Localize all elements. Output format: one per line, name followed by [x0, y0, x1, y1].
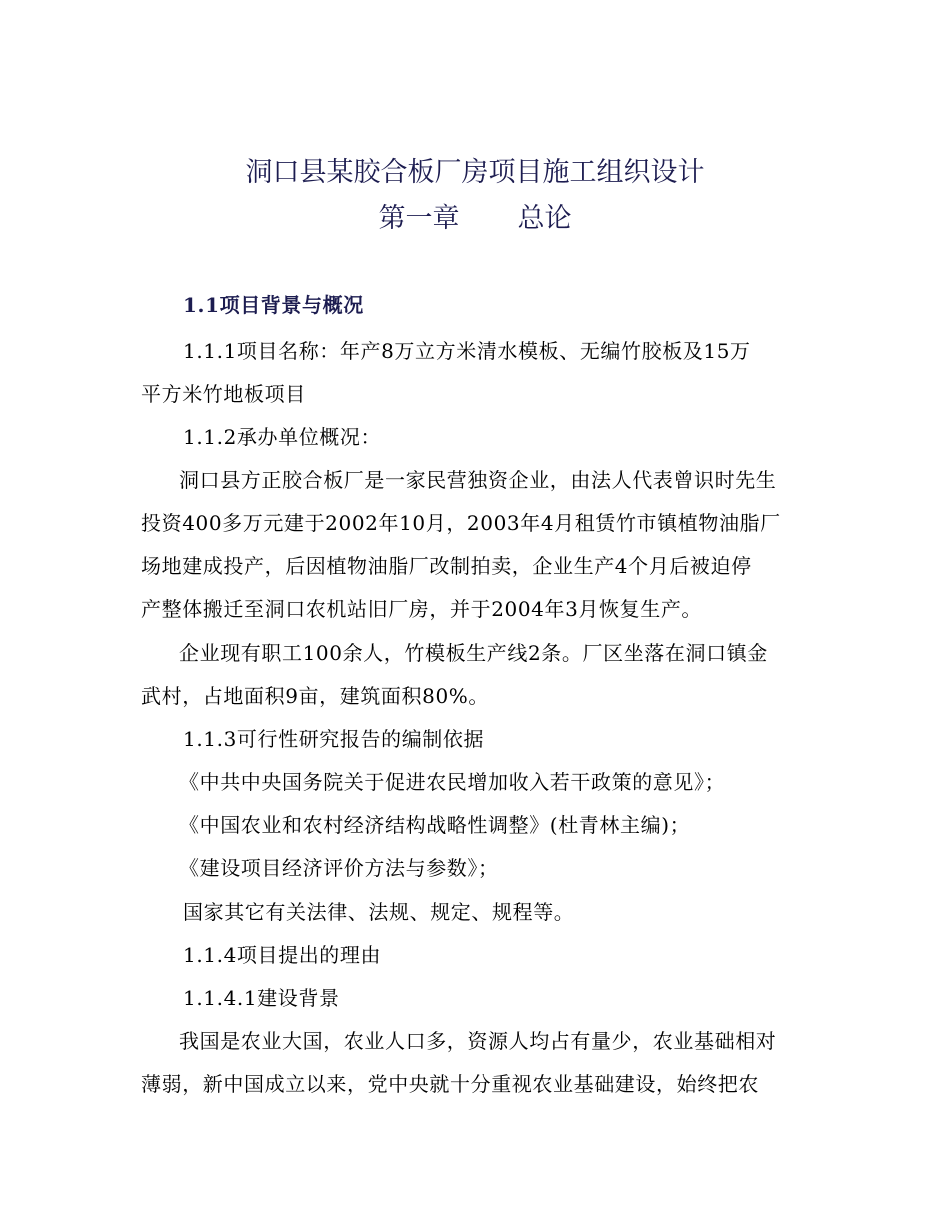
paragraph-line: 1.1.1项目名称：年产8万立方米清水模板、无编竹胶板及15万	[183, 339, 751, 363]
paragraph-line: 企业现有职工100余人，竹模板生产线2条。厂区坐落在洞口镇金	[179, 641, 768, 665]
paragraph-line: 场地建成投产，后因植物油脂厂改制拍卖，企业生产4个月后被迫停	[141, 554, 752, 578]
paragraph-line: 薄弱，新中国成立以来，党中央就十分重视农业基础建设，始终把农	[141, 1072, 759, 1096]
paragraph-line: 武村，占地面积9亩，建筑面积80%。	[141, 684, 489, 708]
paragraph-line: 1.1.4项目提出的理由	[183, 943, 382, 967]
paragraph-line: 《中国农业和农村经济结构战略性调整》(杜青林主编)；	[179, 813, 691, 837]
paragraph-line: 《建设项目经济评价方法与参数》；	[179, 856, 499, 880]
paragraph-line: 国家其它有关法律、法规、规定、规程等。	[183, 900, 575, 924]
chapter-name: 总论	[517, 203, 572, 234]
paragraph-line: 1.1.2承办单位概况：	[183, 425, 382, 449]
paragraph-line: 《中共中央国务院关于促进农民增加收入若干政策的意见》；	[179, 770, 726, 794]
paragraph-line: 1.1.3可行性研究报告的编制依据	[183, 727, 485, 751]
document-title: 洞口县某胶合板厂房项目施工组织设计	[245, 157, 705, 188]
chapter-heading	[0, 205, 950, 232]
section-heading-1-1: 1.1项目背景与概况	[183, 293, 364, 317]
chapter-number: 第一章	[378, 203, 460, 234]
paragraph-line: 我国是农业大国，农业人口多，资源人均占有量少，农业基础相对	[179, 1029, 777, 1053]
paragraph-line: 投资400多万元建于2002年10月，2003年4月租赁竹市镇植物油脂厂	[141, 511, 781, 535]
paragraph-line: 产整体搬迁至洞口农机站旧厂房，并于2004年3月恢复生产。	[141, 597, 703, 621]
paragraph-line: 平方米竹地板项目	[141, 382, 306, 406]
paragraph-line: 洞口县方正胶合板厂是一家民营独资企业，由法人代表曾识时先生	[179, 468, 777, 492]
paragraph-line: 1.1.4.1建设背景	[183, 986, 340, 1010]
